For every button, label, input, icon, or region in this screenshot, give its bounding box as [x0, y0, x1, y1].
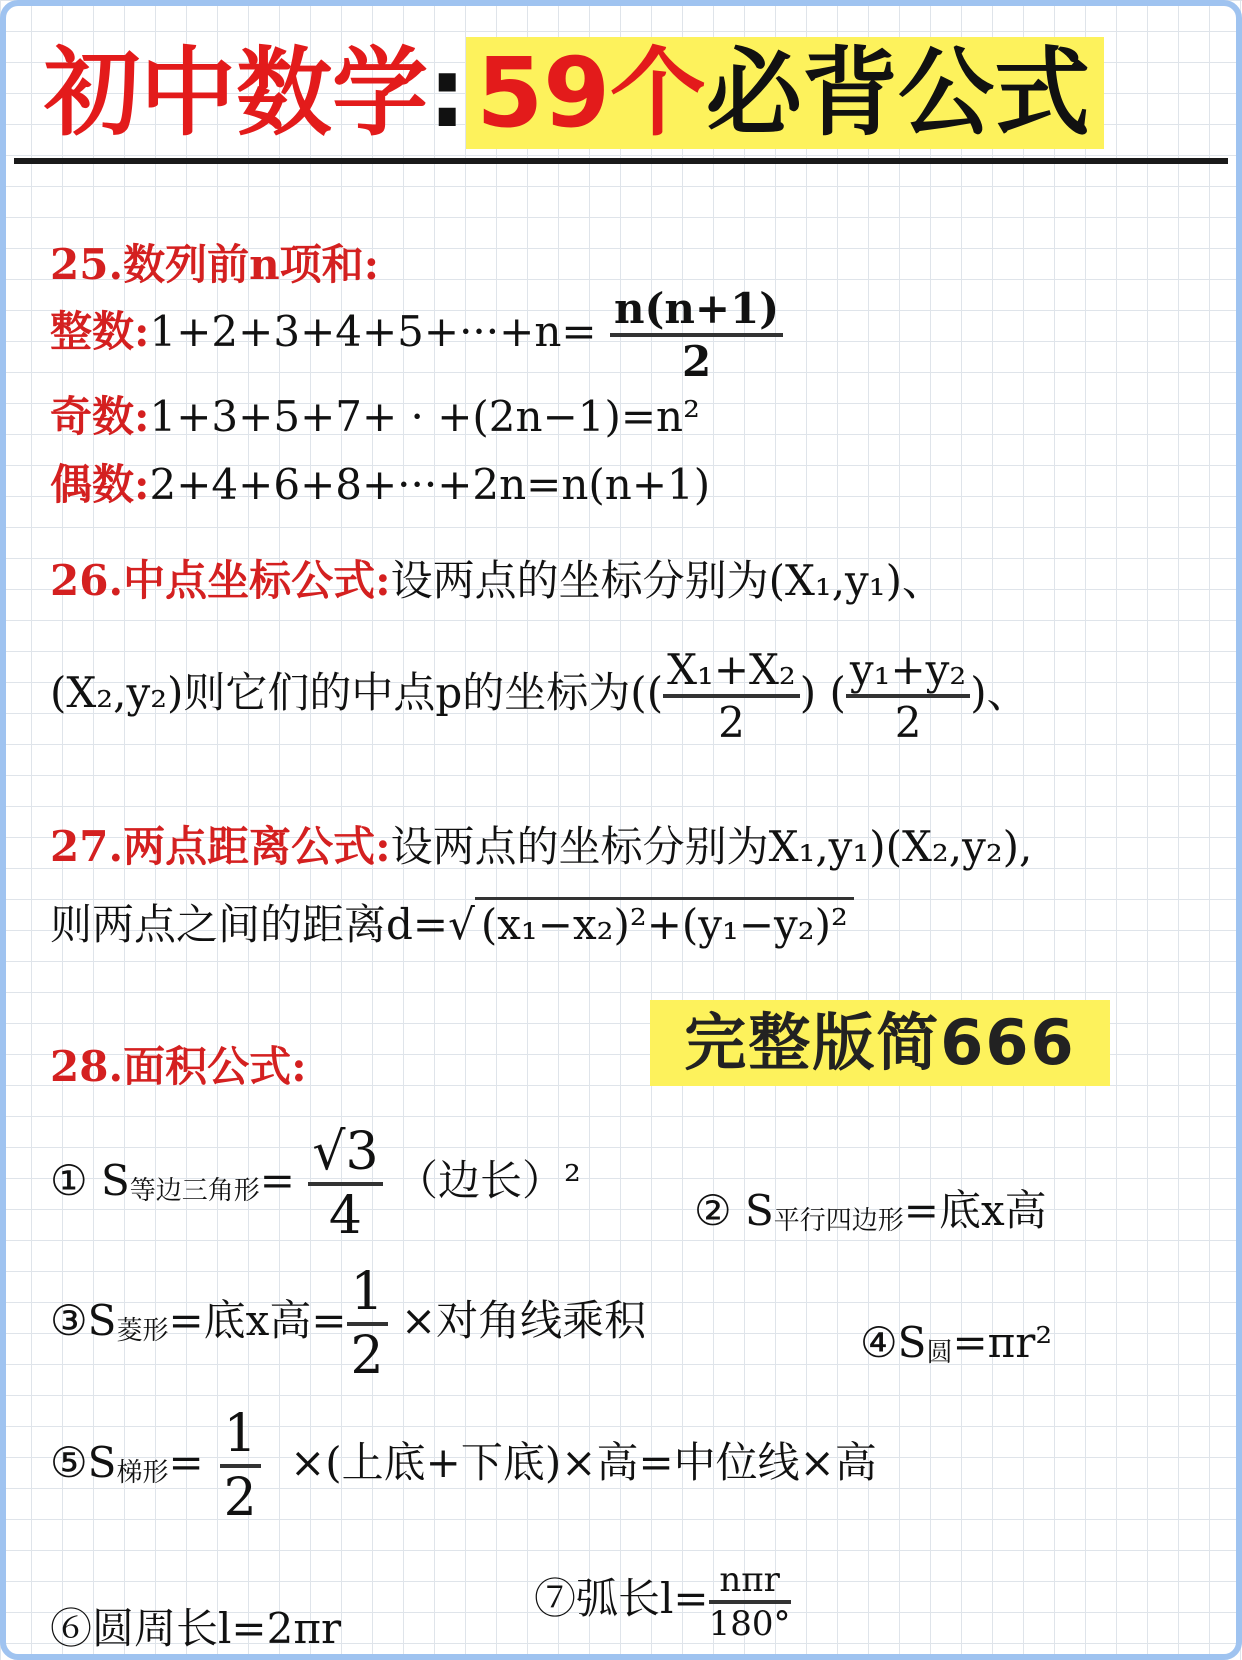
s27-text2: 则两点之间的距离d= [50, 900, 449, 949]
fraction-denominator: 2 [681, 337, 712, 386]
fraction-denominator: 2 [223, 1468, 257, 1528]
f5-rest: ×(上底+下底)×高=中位线×高 [290, 1438, 877, 1487]
fraction-denominator: 4 [328, 1186, 363, 1246]
fraction-denominator: 2 [894, 698, 922, 747]
fraction-numerator: nπr [719, 1560, 780, 1600]
f7-fraction [709, 1560, 791, 1644]
f4-subscript: 圆 [926, 1338, 953, 1368]
f7-prefix: ⑦弧长l= [534, 1574, 709, 1623]
f1-suffix: （边长）² [395, 1156, 581, 1205]
title-part1: 初中数学 [44, 37, 428, 149]
f3-rest: ×对角线乘积 [400, 1296, 647, 1345]
f5-fraction [220, 1404, 261, 1528]
title-divider [14, 158, 1228, 164]
f3-prefix: ③S [50, 1296, 117, 1345]
s26-separator: ) ( [799, 668, 846, 717]
s25-integer-label: 整数: [50, 307, 150, 356]
s26-line1 [50, 548, 944, 608]
f5-subscript: 梯形 [116, 1458, 169, 1488]
title-part2: 必背公式 [705, 37, 1090, 149]
s26-fraction-y [846, 645, 970, 747]
fraction-denominator: 180° [708, 1604, 791, 1644]
s27-text1: 设两点的坐标分别为X₁,y₁)(X₂,y₂), [390, 822, 1033, 871]
sqrt-sign-icon: √ [448, 900, 475, 949]
s26-close: )、 [970, 668, 1029, 717]
s26-line2 [50, 645, 1029, 747]
f2-subscript: 平行四边形 [773, 1206, 904, 1236]
s27-line2 [50, 892, 854, 952]
section-27-heading: 27.两点距离公式: [50, 822, 391, 871]
s25-even-label: 偶数: [50, 460, 150, 509]
fraction-numerator: 1 [350, 1262, 384, 1322]
s28-formula-3 [50, 1262, 646, 1386]
s25-integer-line [50, 284, 783, 386]
fraction-numerator: 1 [223, 1404, 257, 1464]
f1-fraction [308, 1122, 382, 1246]
f2-prefix: ② S [694, 1186, 774, 1235]
s26-text1: 设两点的坐标分别为(X₁,y₁)、 [390, 556, 945, 605]
s27-line1 [50, 814, 1032, 874]
section-25-heading: 25.数列前n项和: [50, 240, 380, 289]
fraction-numerator: n(n+1) [613, 284, 780, 333]
s28-formula-5 [50, 1404, 877, 1528]
section-28-heading: 28.面积公式: [50, 1042, 307, 1091]
fraction-numerator: √3 [312, 1122, 379, 1182]
fraction-numerator: X₁+X₂ [667, 645, 796, 694]
s25-odd-formula: 1+3+5+7+ · +(2n−1)=n² [149, 392, 700, 441]
s28-formula-4 [860, 1318, 1052, 1369]
title-highlight [466, 37, 1104, 149]
s26-fraction-x [663, 645, 800, 747]
stamp-label [650, 1000, 1110, 1086]
f3-fraction [347, 1262, 388, 1386]
f1-prefix: ① S [50, 1156, 130, 1205]
s25-odd-line [50, 384, 700, 444]
s26-text2: (X₂,y₂)则它们的中点p的坐标为(( [50, 668, 664, 717]
s25-even-formula: 2+4+6+8+···+2n=n(n+1) [149, 460, 711, 509]
title-count: 59个 [476, 37, 706, 149]
s28-formula-7 [534, 1560, 791, 1644]
fraction-denominator: 2 [350, 1326, 384, 1386]
f1-equals: = [259, 1156, 295, 1205]
f3-mid: =底x高= [168, 1296, 347, 1345]
fraction-numerator: y₁+y₂ [849, 645, 967, 694]
f1-subscript: 等边三角形 [129, 1176, 260, 1206]
section-26-heading: 26.中点坐标公式: [50, 556, 391, 605]
s25-even-line [50, 452, 710, 512]
f2-rest: =底x高 [903, 1186, 1047, 1235]
f5-equals: = [168, 1438, 204, 1487]
fraction-denominator: 2 [718, 698, 745, 747]
page-title [44, 28, 1104, 158]
s25-integer-formula: 1+2+3+4+5+···+n= [149, 307, 597, 356]
s25-odd-label: 奇数: [50, 392, 150, 441]
s28-formula-2 [694, 1178, 1047, 1238]
title-colon: : [428, 37, 467, 149]
s25-integer-fraction [610, 284, 783, 386]
f4-prefix: ④S [860, 1318, 927, 1367]
s27-radicand: (x₁−x₂)²+(y₁−y₂)² [475, 897, 854, 949]
s28-formula-6: ⑥圆周长l=2πr [50, 1604, 342, 1653]
f3-subscript: 菱形 [116, 1316, 169, 1346]
s28-formula-1 [50, 1122, 581, 1246]
stamp-text: 完整版简666 [684, 1006, 1076, 1079]
f4-rest: =πr² [952, 1318, 1053, 1367]
f5-prefix: ⑤S [50, 1438, 117, 1487]
